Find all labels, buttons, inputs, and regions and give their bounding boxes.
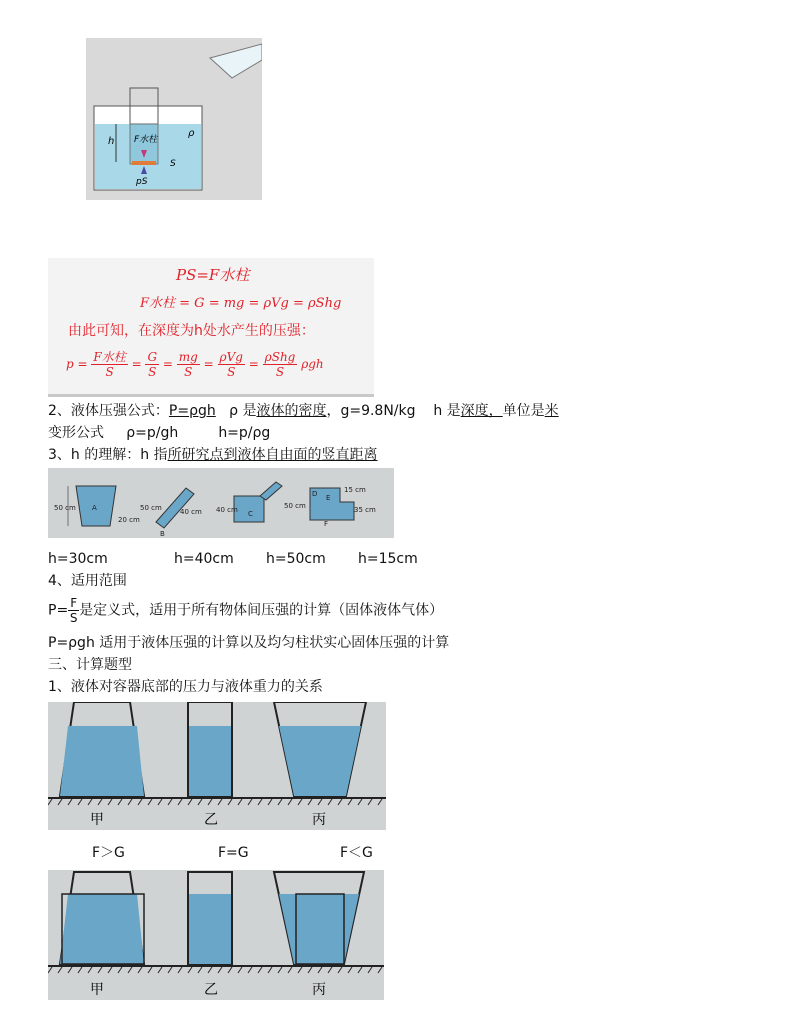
svg-text:C: C	[248, 510, 253, 518]
formula-tail: ρgh	[301, 357, 324, 371]
section-3-title: 3、h 的理解：h 指所研究点到液体自由面的竖直距离	[48, 447, 378, 463]
vessels-figure-2	[48, 870, 384, 1000]
formula-line3: 由此可知，在深度为h处水产生的压强：	[68, 323, 315, 339]
svg-text:F: F	[324, 520, 329, 528]
svg-text:40 cm: 40 cm	[180, 508, 202, 516]
relation-2: F=G	[218, 845, 249, 861]
svg-text:20 cm: 20 cm	[118, 516, 140, 524]
frac-2: $\frac{mg}{S}$	[178, 350, 198, 379]
answer-2: h=40cm	[174, 551, 234, 567]
frac-4: $\frac{\text{ρShg}}{S}$	[264, 350, 296, 379]
section-2-line2: 变形公式 ρ=p/gh h=p/ρg	[48, 425, 271, 441]
answer-4: h=15cm	[358, 551, 418, 567]
frac-1: $\frac{G}{S}$	[147, 350, 158, 379]
formula-box	[48, 258, 374, 397]
formula-eq: =	[77, 357, 88, 371]
formula-line1: PS=F水柱	[176, 266, 250, 284]
vessels-svg-1	[48, 702, 386, 830]
section-5-sub1: 1、液体对容器底部的压力与液体重力的关系	[48, 679, 323, 695]
label-rho: ρ	[188, 128, 195, 139]
svg-text:乙: 乙	[204, 982, 218, 998]
frac-0: $\frac{\text{F水柱}}{S}$	[93, 350, 126, 379]
vessels-figure-1	[48, 702, 386, 830]
svg-text:50 cm: 50 cm	[284, 502, 306, 510]
answer-1: h=30cm	[48, 551, 108, 567]
svg-text:丙: 丙	[312, 812, 326, 828]
formula-line4: p = $\frac{\text{F水柱}}{S}$ = $\frac{G}{S}$ = $\frac{mg}{S}$ = $\frac{\text{ρVg}}{S}$ = $\frac{\text{ρShg}}{S}$ ρgh	[66, 350, 324, 379]
svg-text:B: B	[160, 530, 165, 538]
depth-diagrams	[48, 468, 394, 538]
svg-text:50 cm: 50 cm	[140, 504, 162, 512]
relation-1: F＞G	[92, 845, 125, 861]
svg-text:35 cm: 35 cm	[354, 506, 376, 514]
svg-text:D: D	[312, 490, 318, 498]
section-4-line2: P=ρgh 适用于液体压强的计算以及均匀柱状实心固体压强的计算	[48, 635, 450, 651]
label-f: F水柱	[134, 135, 158, 145]
svg-text:A: A	[92, 504, 97, 512]
svg-text:甲: 甲	[90, 812, 104, 828]
svg-text:40 cm: 40 cm	[216, 506, 238, 514]
depth-diagrams-svg	[48, 468, 394, 538]
answer-3: h=50cm	[266, 551, 326, 567]
beaker-diagram	[86, 38, 262, 200]
formula-p: p	[66, 357, 74, 371]
relation-3: F＜G	[340, 845, 373, 861]
svg-text:甲: 甲	[90, 982, 104, 998]
section-4-title: 4、适用范围	[48, 573, 127, 589]
formula-line2: F水柱 = G = mg = ρVg = ρShg	[140, 296, 342, 311]
section-5-title: 三、计算题型	[48, 657, 132, 673]
vessels-svg-2	[48, 870, 384, 1000]
label-s: S	[170, 159, 176, 169]
svg-text:E: E	[326, 494, 331, 502]
svg-text:15 cm: 15 cm	[344, 486, 366, 494]
frac-3: $\frac{\text{ρVg}}{S}$	[219, 350, 243, 379]
section-4-line1: P= $\frac{F}{S}$ 是定义式，适用于所有物体间压强的计算（固体液体气体）	[48, 596, 444, 625]
beaker-photo	[86, 38, 262, 200]
svg-text:丙: 丙	[312, 982, 326, 998]
label-ps: pS	[136, 177, 148, 187]
label-h: h	[108, 136, 115, 147]
svg-text:50 cm: 50 cm	[54, 504, 76, 512]
svg-text:乙: 乙	[204, 812, 218, 828]
section-2-line1: 2、液体压强公式：P=ρgh ρ 是液体的密度，g=9.8N/kg h 是深度，单位是米	[48, 403, 559, 419]
